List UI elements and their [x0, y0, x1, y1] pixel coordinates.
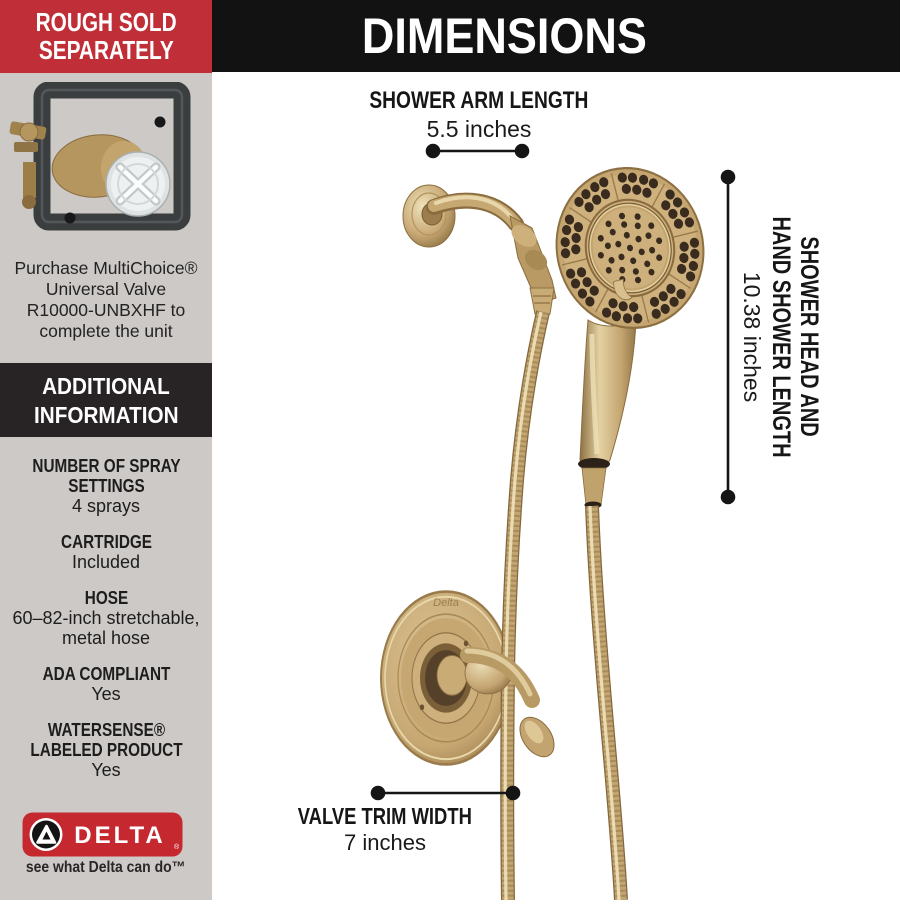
arm-dim-value: 5.5 inches [426, 116, 532, 142]
purchase-note [0, 258, 212, 342]
spec-hose [0, 588, 212, 648]
valve-dim-label: VALVE TRIM WIDTH [297, 803, 473, 829]
delta-wordmark: DELTA [74, 822, 166, 849]
delta-tagline-text: see what Delta can do™ [26, 859, 186, 876]
head-dim-label-line2: HAND SHOWER LENGTH [767, 216, 795, 458]
delta-registered-mark: ® [174, 844, 180, 851]
shower-head [539, 151, 722, 345]
spec-label: WATERSENSE® LABELED PRODUCT [29, 720, 183, 760]
spec-value: Yes [91, 760, 121, 780]
additional-banner-line1: ADDITIONAL [42, 373, 170, 399]
spec-list [0, 456, 212, 796]
rough-in-valve-image [8, 82, 204, 250]
spec-spray-settings [0, 456, 212, 516]
purchase-note-line3: R10000-UNBXHF to [26, 300, 186, 320]
valve-trim-width-dimension [260, 804, 510, 855]
page-title: DIMENSIONS [361, 8, 647, 64]
head-dim-value: 10.38 inches [739, 271, 765, 403]
delta-tagline [0, 859, 212, 877]
valve-dim-value: 7 inches [344, 830, 426, 855]
spec-value: 60–82-inch stretchable, metal hose [12, 608, 200, 648]
spec-label: NUMBER OF SPRAY SETTINGS [31, 456, 181, 496]
spec-value: 4 sprays [71, 496, 141, 516]
info-sidebar [0, 0, 212, 900]
purchase-note-line1: Purchase MultiChoice® [14, 258, 198, 278]
valve-plate-brand-mark: Delta [433, 597, 459, 609]
head-dim-label-line1: SHOWER HEAD AND [795, 236, 823, 438]
rough-banner-line2: SEPARATELY [38, 35, 174, 65]
spec-label: ADA COMPLIANT [42, 664, 170, 684]
hose-strand-right [590, 506, 621, 900]
rough-banner-line1: ROUGH SOLD [35, 7, 177, 37]
delta-triangle-icon [30, 818, 63, 851]
diverter-mount [507, 216, 556, 314]
purchase-note-line2: Universal Valve [45, 279, 167, 299]
purchase-note-line4: complete the unit [39, 321, 173, 341]
spec-value: Yes [91, 684, 121, 704]
rough-sold-separately-banner [0, 0, 212, 73]
hose-strand-left [505, 312, 543, 900]
spec-label: HOSE [84, 588, 128, 608]
dimensions-title-bar [212, 0, 900, 72]
spec-label: CARTRIDGE [60, 532, 152, 552]
shower-head-length-dimension [739, 186, 823, 487]
spec-value: Included [71, 552, 141, 572]
hand-shower-handle [578, 320, 636, 509]
additional-banner-line2: INFORMATION [33, 402, 179, 428]
head-length-dimension-line [722, 171, 734, 503]
spec-cartridge [0, 532, 212, 572]
spec-ada [0, 664, 212, 704]
arm-dim-label: SHOWER ARM LENGTH [369, 87, 589, 114]
additional-information-banner [0, 363, 212, 437]
shower-arm-length-dimension [334, 88, 624, 142]
arm-length-dimension-line [427, 145, 528, 157]
spec-watersense [0, 720, 212, 780]
shower-arm-and-flange [403, 185, 516, 247]
delta-logo [22, 812, 183, 857]
valve-width-dimension-line [372, 787, 519, 799]
